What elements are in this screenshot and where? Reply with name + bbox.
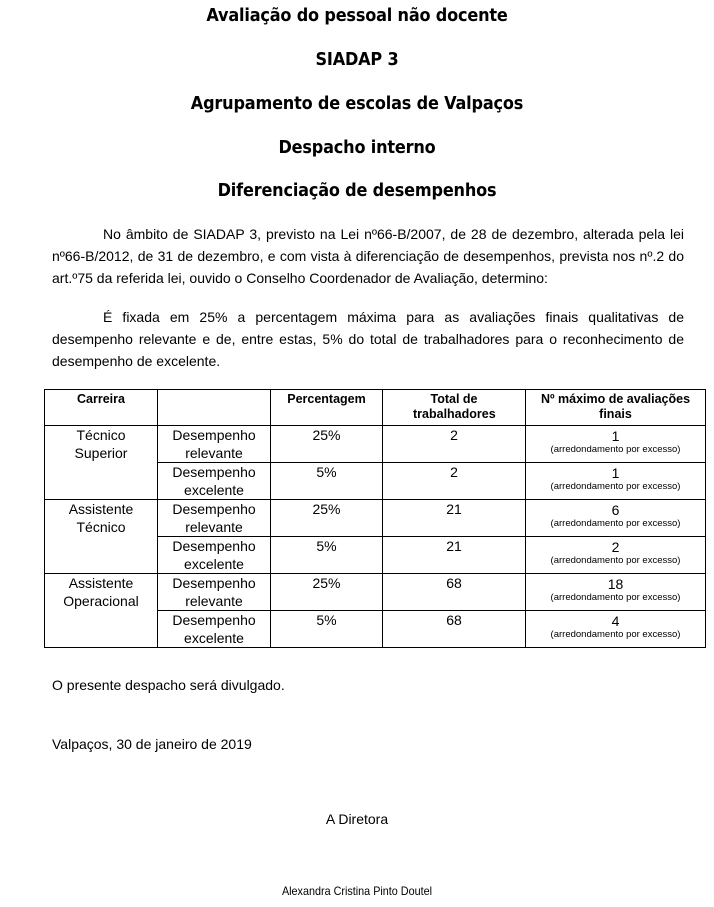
header-percentage: Percentagem — [271, 390, 383, 426]
header-career: Carreira — [45, 390, 158, 426]
percent-cell: 5% — [271, 463, 383, 500]
table-row — [45, 500, 706, 537]
total-cell: 68 — [383, 611, 526, 648]
rule-paragraph: É fixada em 25% a percentagem máxima para as avaliações finais qualitativas de desempenho relevante e de, entre estas, 5% do total de trabalhadores para o reconhecimento de desempenho de excelente. — [52, 309, 684, 369]
percent-cell: 25% — [271, 426, 383, 463]
total-cell: 2 — [383, 426, 526, 463]
max-cell: 2 (arredondamento por excesso) — [526, 537, 706, 574]
type-cell: Desempenho relevante — [158, 574, 271, 611]
percent-cell: 25% — [271, 500, 383, 537]
table-row — [45, 574, 706, 611]
total-cell: 21 — [383, 500, 526, 537]
max-cell: 4 (arredondamento por excesso) — [526, 611, 706, 648]
max-cell: 18 (arredondamento por excesso) — [526, 574, 706, 611]
max-cell: 1 (arredondamento por excesso) — [526, 463, 706, 500]
closing-statement: O presente despacho será divulgado. — [52, 677, 285, 693]
differentiation-table — [44, 389, 706, 648]
table-header-row — [45, 390, 706, 426]
dispatch-title: Despacho interno — [278, 138, 436, 158]
max-cell: 1 (arredondamento por excesso) — [526, 426, 706, 463]
document-title: Avaliação do pessoal não docente — [206, 6, 508, 26]
school-title: Agrupamento de escolas de Valpaços — [190, 94, 524, 114]
total-cell: 21 — [383, 537, 526, 574]
career-cell: Técnico Superior — [45, 426, 158, 500]
max-cell: 6 (arredondamento por excesso) — [526, 500, 706, 537]
percent-cell: 25% — [271, 574, 383, 611]
total-cell: 2 — [383, 463, 526, 500]
total-cell: 68 — [383, 574, 526, 611]
signature-role: A Diretora — [325, 811, 389, 827]
signature-name: Alexandra Cristina Pinto Doutel — [281, 884, 433, 898]
header-total-workers: Total de trabalhadores — [383, 390, 526, 426]
header-type — [158, 390, 271, 426]
type-cell: Desempenho excelente — [158, 611, 271, 648]
type-cell: Desempenho relevante — [158, 426, 271, 463]
career-cell: Assistente Operacional — [45, 574, 158, 648]
program-title: SIADAP 3 — [315, 50, 399, 70]
place-date: Valpaços, 30 de janeiro de 2019 — [52, 736, 252, 752]
header-max-evaluations: Nº máximo de avaliações finais — [526, 390, 706, 426]
table-row — [45, 426, 706, 463]
career-cell: Assistente Técnico — [45, 500, 158, 574]
section-title: Diferenciação de desempenhos — [217, 181, 497, 201]
type-cell: Desempenho relevante — [158, 500, 271, 537]
percent-cell: 5% — [271, 611, 383, 648]
intro-paragraph: No âmbito de SIADAP 3, previsto na Lei nº66-B/2007, de 28 de dezembro, alterada pela lei nº66-B/2012, de 31 de dezembro, e com vista à diferenciação de desempenhos, prevista nos nº.2 do art.º75 da referida lei, ouvido o Conselho Coordenador de Avaliação, determino: — [52, 226, 684, 286]
type-cell: Desempenho excelente — [158, 463, 271, 500]
percent-cell: 5% — [271, 537, 383, 574]
type-cell: Desempenho excelente — [158, 537, 271, 574]
